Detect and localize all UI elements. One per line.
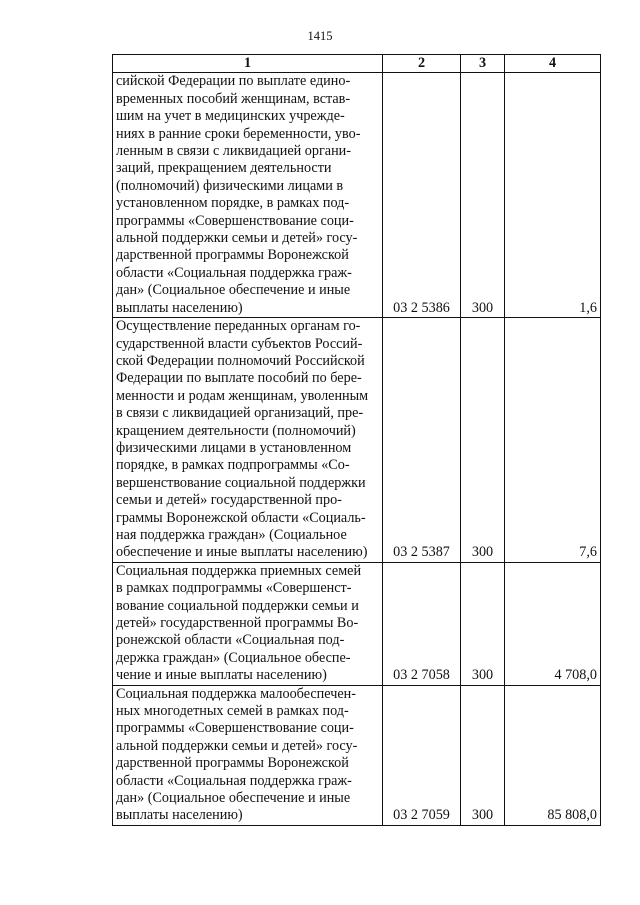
header-col-3: 3 (461, 55, 505, 73)
row-amount: 4 708,0 (505, 562, 601, 685)
table-row (113, 562, 601, 685)
row-expense-type: 300 (461, 318, 505, 563)
header-row (113, 55, 601, 73)
table-row (113, 73, 601, 318)
row-code: 03 2 5386 (383, 73, 461, 318)
row-description: Социальная поддержка малообеспечен- ных многодетных семей в рамках под- программы «Совершенствование соци- альной поддержки семьи и детей» госу- дарственной программы Воронежской области «Социальная поддержка граж- дан» (Социальное обеспечение и иные выплаты населению) (113, 685, 383, 825)
page-number: 1415 (307, 29, 333, 43)
header-col-2: 2 (383, 55, 461, 73)
row-description: Социальная поддержка приемных семей в рамках подпрограммы «Совершенст- вование социальной поддержки семьи и детей» государственной программы Во- ронежской области «Социальная под- держка граждан» (Социальное обеспе- чение и иные выплаты населению) (113, 562, 383, 685)
row-amount: 7,6 (505, 318, 601, 563)
row-code: 03 2 5387 (383, 318, 461, 563)
budget-table (112, 54, 601, 826)
row-code: 03 2 7059 (383, 685, 461, 825)
row-expense-type: 300 (461, 73, 505, 318)
row-description: сийской Федерации по выплате едино- временных пособий женщинам, встав- шим на учет в медицинских учрежде- ниях в ранние сроки беременности, уво- ленным в связи с ликвидацией органи- заций, прекращением деятельности (полномочий) физическими лицами в установленном порядке, в рамках под- программы «Совершенствование соци- альной поддержки семьи и детей» госу- дарственной программы Воронежской области «Социальная поддержка граж- дан» (Социальное обеспечение и иные выплаты населению) (113, 73, 383, 318)
table-row (113, 318, 601, 563)
header-col-4: 4 (505, 55, 601, 73)
row-expense-type: 300 (461, 562, 505, 685)
row-expense-type: 300 (461, 685, 505, 825)
row-description: Осуществление переданных органам го- сударственной власти субъектов Россий- ской Федерации полномочий Российской Федерации по выплате пособий по бере- менности и родам женщинам, уволенным в связи с ликвидацией организаций, пре- кращением деятельности (полномочий) физическими лицами в установленном порядке, в рамках подпрограммы «Со- вершенствование социальной поддержки семьи и детей» государственной про- граммы Воронежской области «Социаль- ная поддержка граждан» (Социальное обеспечение и иные выплаты населению) (113, 318, 383, 563)
row-amount: 85 808,0 (505, 685, 601, 825)
header-col-1: 1 (113, 55, 383, 73)
row-code: 03 2 7058 (383, 562, 461, 685)
table-row (113, 685, 601, 825)
row-amount: 1,6 (505, 73, 601, 318)
